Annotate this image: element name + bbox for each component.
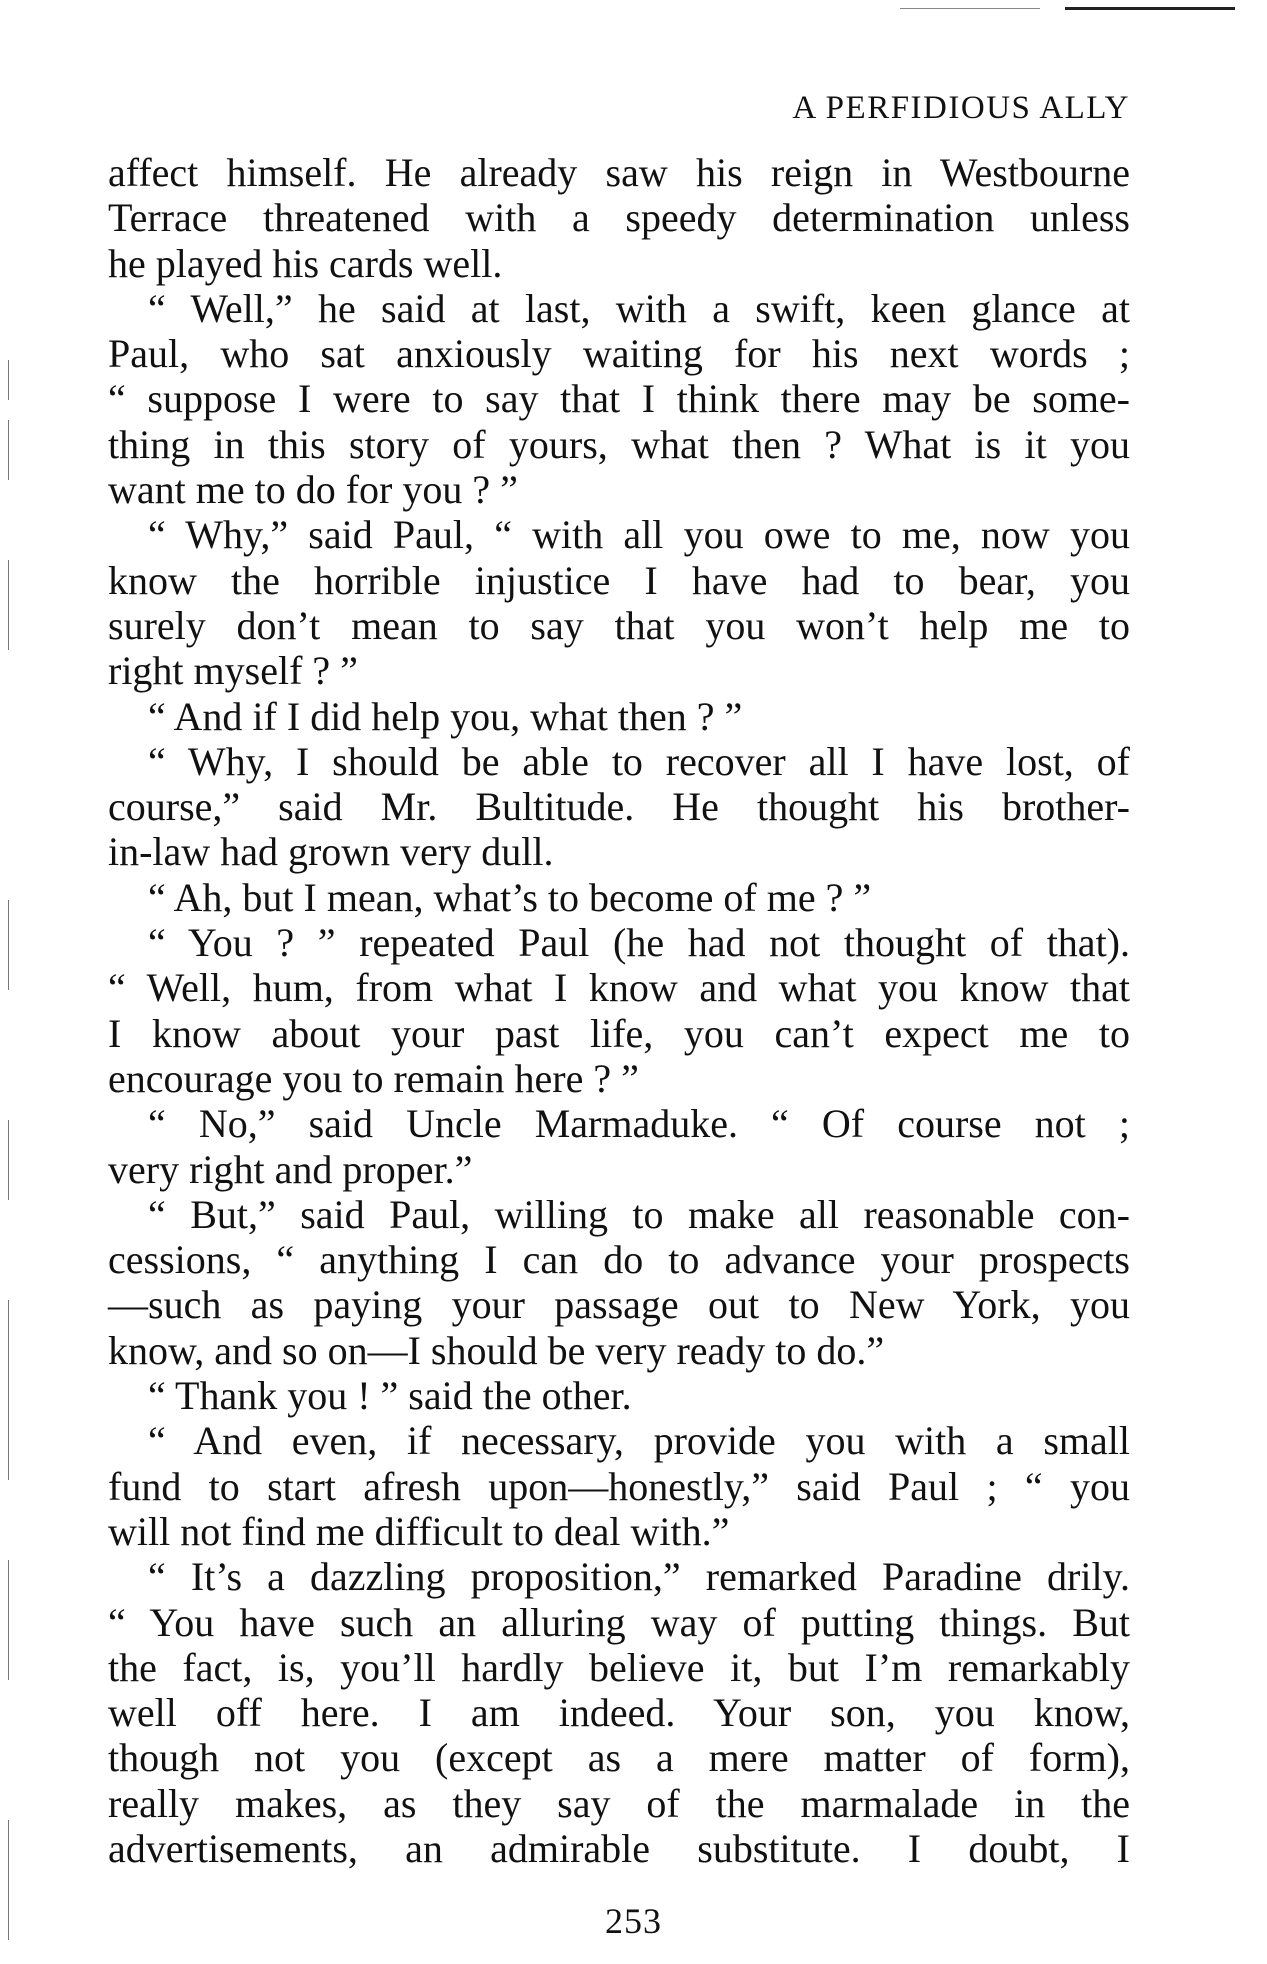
text-line: “ But,” said Paul, willing to make all reasonable con- bbox=[148, 1191, 1130, 1237]
top-edge-line-thin bbox=[900, 8, 1040, 9]
text-line: “ You ? ” repeated Paul (he had not thought of that). bbox=[148, 920, 1130, 966]
text-line: “ Well, hum, from what I know and what you know that bbox=[108, 965, 1130, 1011]
text-line: though not you (except as a mere matter of form), bbox=[108, 1735, 1130, 1781]
text-line: “ No,” said Uncle Marmaduke. “ Of course not ; bbox=[148, 1101, 1130, 1147]
text-line: “ And if I did help you, what then ? ” bbox=[148, 693, 743, 739]
text-line: he played his cards well. bbox=[108, 240, 503, 286]
text-line: will not find me difficult to deal with.” bbox=[108, 1508, 730, 1554]
text-line: very right and proper.” bbox=[108, 1146, 473, 1192]
text-line: “ Ah, but I mean, what’s to become of me ? ” bbox=[148, 874, 872, 920]
text-line: “ Why, I should be able to recover all I have lost, of bbox=[148, 738, 1130, 784]
text-line: surely don’t mean to say that you won’t help me to bbox=[108, 602, 1130, 648]
text-line: fund to start afresh upon—honestly,” said Paul ; “ you bbox=[108, 1463, 1130, 1509]
margin-mark bbox=[8, 1300, 9, 1480]
text-line: I know about your past life, you can’t expect me to bbox=[108, 1010, 1130, 1056]
text-line: cessions, “ anything I can do to advance your prospects bbox=[108, 1237, 1130, 1283]
margin-mark bbox=[8, 900, 9, 990]
text-line: “ Why,” said Paul, “ with all you owe to me, now you bbox=[148, 512, 1130, 558]
text-line: thing in this story of yours, what then ? What is it you bbox=[108, 421, 1130, 467]
text-line: know the horrible injustice I have had to bear, you bbox=[108, 557, 1130, 603]
running-header: A PERFIDIOUS ALLY bbox=[792, 90, 1130, 126]
text-line: “ suppose I were to say that I think there may be some- bbox=[108, 376, 1130, 422]
margin-mark bbox=[8, 420, 9, 480]
text-line: encourage you to remain here ? ” bbox=[108, 1055, 639, 1101]
text-line: “ You have such an alluring way of putting things. But bbox=[108, 1599, 1130, 1645]
text-line: —such as paying your passage out to New York, you bbox=[108, 1282, 1130, 1328]
top-edge-line bbox=[1065, 7, 1235, 10]
text-line: Paul, who sat anxiously waiting for his next words ; bbox=[108, 331, 1130, 377]
margin-mark bbox=[8, 560, 9, 650]
margin-mark bbox=[8, 360, 9, 400]
text-line: the fact, is, you’ll hardly believe it, but I’m remarkably bbox=[108, 1644, 1130, 1690]
text-line: course,” said Mr. Bultitude. He thought his brother- bbox=[108, 784, 1130, 830]
text-line: Terrace threatened with a speedy determination unless bbox=[108, 195, 1130, 241]
margin-mark bbox=[8, 1560, 9, 1680]
text-line: advertisements, an admirable substitute. I doubt, I bbox=[108, 1825, 1130, 1871]
text-line: affect himself. He already saw his reign in Westbourne bbox=[108, 150, 1130, 195]
text-line: right myself ? ” bbox=[108, 648, 358, 694]
text-line: “ And even, if necessary, provide you with a small bbox=[148, 1418, 1130, 1464]
page-number: 253 bbox=[605, 1901, 662, 1941]
text-line: really makes, as they say of the marmalade in the bbox=[108, 1780, 1130, 1826]
text-line: know, and so on—I should be very ready to do.” bbox=[108, 1327, 885, 1373]
body-text bbox=[108, 150, 1130, 1871]
text-line: “ Well,” he said at last, with a swift, keen glance at bbox=[148, 285, 1130, 331]
margin-mark bbox=[8, 1120, 9, 1200]
text-line: “ It’s a dazzling proposition,” remarked Paradine drily. bbox=[148, 1554, 1130, 1600]
text-line: “ Thank you ! ” said the other. bbox=[148, 1373, 632, 1419]
text-line: want me to do for you ? ” bbox=[108, 467, 518, 513]
text-line: well off here. I am indeed. Your son, you know, bbox=[108, 1690, 1130, 1736]
text-line: in-law had grown very dull. bbox=[108, 829, 554, 875]
